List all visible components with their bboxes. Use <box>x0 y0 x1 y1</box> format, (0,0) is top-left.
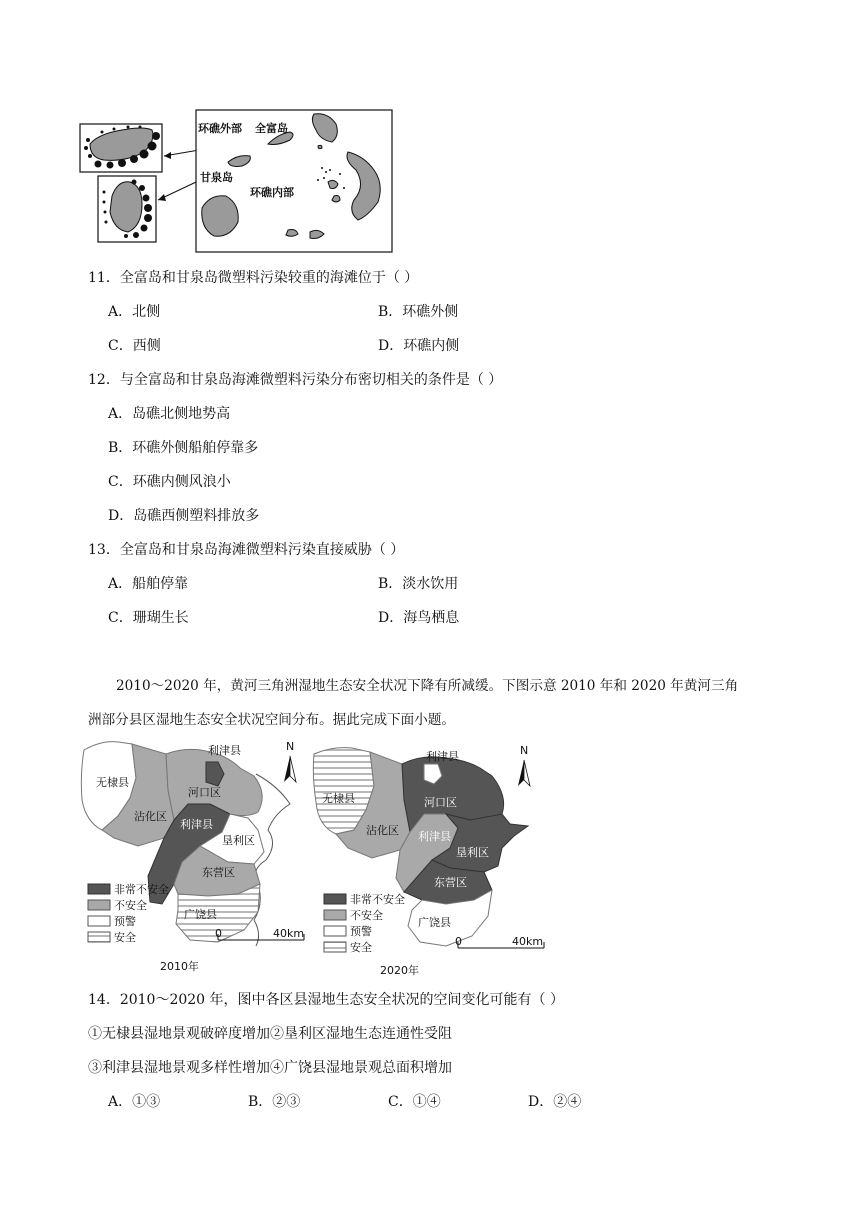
map-2020 <box>310 740 550 980</box>
label-2010-dongying: 东营区 <box>202 866 235 879</box>
svg-text:N: N <box>286 740 295 753</box>
legend-very-unsafe: 非常不安全 <box>350 893 405 906</box>
q11-option-a[interactable]: A．北侧 <box>108 304 161 320</box>
passage-line-2: 洲部分县区湿地生态安全状况空间分布。据此完成下面小题。 <box>88 712 456 728</box>
legend-warning: 预警 <box>114 915 136 928</box>
svg-text:N: N <box>520 744 529 757</box>
q14-option-c[interactable]: C．①④ <box>388 1094 441 1110</box>
label-2020-wudi: 无棣县 <box>322 792 355 805</box>
label-2010-lijin: 利津县 <box>180 818 213 831</box>
q11-option-b[interactable]: B．环礁外侧 <box>378 304 459 320</box>
q14-option-a[interactable]: A．①③ <box>108 1094 161 1110</box>
q12-option-c[interactable]: C．环礁内侧风浪小 <box>108 474 231 490</box>
q12-option-a[interactable]: A．岛礁北侧地势高 <box>108 406 231 422</box>
label-quanfu-island: 全富岛 <box>255 122 288 135</box>
q12-option-d[interactable]: D．岛礁西侧塑料排放多 <box>108 508 260 524</box>
label-2010-guangrao: 广饶县 <box>184 908 217 921</box>
question-number: 14． <box>88 992 120 1008</box>
legend-very-unsafe: 非常不安全 <box>114 883 169 896</box>
svg-text:40km: 40km <box>273 927 305 940</box>
question-14 <box>88 990 564 1010</box>
label-2010-wudi: 无棣县 <box>96 776 129 789</box>
question-stem: 全富岛和甘泉岛海滩微塑料污染直接威胁（ ） <box>119 542 405 558</box>
label-ganquan-island: 甘泉岛 <box>200 171 233 184</box>
label-2010-zhanhua: 沾化区 <box>134 810 167 823</box>
label-2010-hekou: 河口区 <box>188 786 221 799</box>
passage-line-1: 2010～2020 年，黄河三角洲湿地生态安全状况下降有所减缓。下图示意 2010 年和 2020 年黄河三角 <box>116 678 739 694</box>
label-2020-kenli: 垦利区 <box>456 846 489 859</box>
map-2010-year: 2010年 <box>160 960 199 973</box>
q14-statement-1: ①无棣县湿地景观破碎度增加②垦利区湿地生态连通性受阻 <box>88 1026 452 1042</box>
north-arrow-icon <box>518 744 530 786</box>
question-stem: 全富岛和甘泉岛微塑料污染较重的海滩位于（ ） <box>119 270 419 286</box>
legend-2020 <box>324 892 405 954</box>
question-stem: 与全富岛和甘泉岛海滩微塑料污染分布密切相关的条件是（ ） <box>119 372 503 388</box>
legend-safe: 安全 <box>350 941 372 954</box>
label-2020-dongying: 东营区 <box>434 876 467 889</box>
q13-option-c[interactable]: C．珊瑚生长 <box>108 610 189 626</box>
q13-option-b[interactable]: B．淡水饮用 <box>378 576 459 592</box>
legend-unsafe: 不安全 <box>350 909 383 922</box>
question-number: 12． <box>88 372 120 388</box>
label-2020-lijin: 利津县 <box>418 830 451 843</box>
label-2010-lijin-top: 利津县 <box>208 744 241 757</box>
label-atoll-outer: 环礁外部 <box>198 122 242 135</box>
svg-text:0: 0 <box>215 927 222 940</box>
q13-option-a[interactable]: A．船舶停靠 <box>108 576 189 592</box>
quanfu-inset <box>80 124 162 172</box>
q14-option-b[interactable]: B．②③ <box>248 1094 301 1110</box>
ganquan-inset <box>98 176 156 242</box>
question-11 <box>88 268 418 288</box>
label-2020-guangrao: 广饶县 <box>418 916 451 929</box>
map-2020-year: 2020年 <box>380 964 419 977</box>
legend-2010 <box>88 882 169 944</box>
question-number: 11． <box>88 270 120 286</box>
legend-unsafe: 不安全 <box>114 899 147 912</box>
svg-text:0: 0 <box>455 935 462 948</box>
label-atoll-inner: 环礁内部 <box>250 186 294 199</box>
q13-option-d[interactable]: D．海鸟栖息 <box>378 610 460 626</box>
question-13 <box>88 540 404 560</box>
q14-statement-2: ③利津县湿地景观多样性增加④广饶县湿地景观总面积增加 <box>88 1060 452 1076</box>
q12-option-b[interactable]: B．环礁外侧船舶停靠多 <box>108 440 259 456</box>
label-2020-zhanhua: 沾化区 <box>366 824 399 837</box>
q11-option-d[interactable]: D．环礁内侧 <box>378 338 460 354</box>
question-12 <box>88 370 502 390</box>
q14-option-d[interactable]: D．②④ <box>528 1094 582 1110</box>
question-number: 13． <box>88 542 120 558</box>
svg-text:40km: 40km <box>512 935 544 948</box>
question-stem: 2010～2020 年，图中各区县湿地生态安全状况的空间变化可能有（ ） <box>119 992 564 1008</box>
legend-warning: 预警 <box>350 925 372 938</box>
q11-option-c[interactable]: C．西侧 <box>108 338 161 354</box>
label-2020-lijin-top: 利津县 <box>426 750 459 763</box>
atoll-figure <box>78 108 396 254</box>
legend-safe: 安全 <box>114 931 136 944</box>
label-2010-kenli: 垦利区 <box>222 834 255 847</box>
label-2020-hekou: 河口区 <box>424 796 457 809</box>
north-arrow-icon <box>284 740 296 782</box>
map-2010 <box>78 734 308 978</box>
